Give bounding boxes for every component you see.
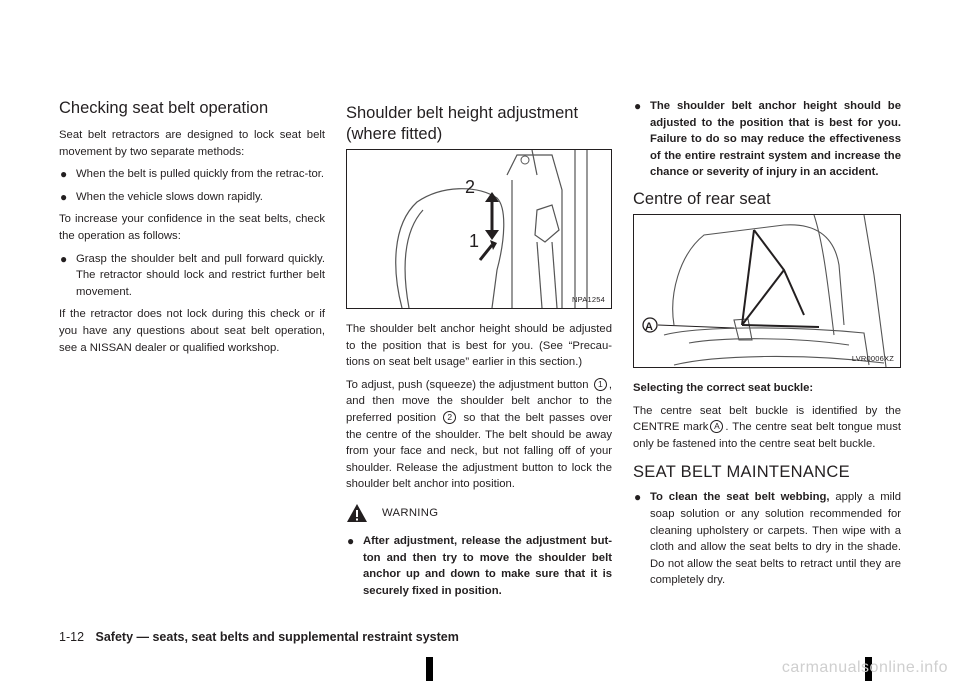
buckle-paragraph: The centre seat belt buckle is identified by the CENTRE mark A . The centre seat belt tongue must only be fastened into the centre seat belt buckle. (633, 404, 902, 450)
seat-belt-anchor-illustration (347, 150, 611, 308)
callout-a-marker: A (710, 420, 723, 433)
crop-mark (426, 657, 433, 681)
anchor-height-paragraph: The shoulder belt anchor height should be adjusted to the position that is best for you. (See “Precau-tions on seat belt usage” earlier in this section.) (346, 323, 612, 369)
figure-code: LVR0006XZ (851, 353, 894, 363)
section-heading-maintenance: SEAT BELT MAINTENANCE (633, 463, 850, 482)
column-checking-operation (59, 98, 325, 362)
bullet-icon: ● (60, 251, 68, 266)
section-heading-rear: Centre of rear seat (633, 189, 771, 208)
column-shoulder-belt (346, 103, 612, 605)
section-heading-shoulder: Shoulder belt height adjustment (where fitted) (346, 104, 579, 143)
callout-2: 2 (465, 177, 476, 197)
check-steps-list (59, 251, 325, 301)
bullet-icon: ● (347, 533, 355, 548)
rear-seat-figure (633, 214, 901, 368)
warning-icon (346, 503, 368, 523)
bullet-icon: ● (60, 189, 68, 204)
warning-list (346, 533, 612, 599)
adjust-paragraph: To adjust, push (squeeze) the adjustment button 1 , and then move the shoulder belt anchor to the preferred position 2 so that the belt passes over the centre of the shoulder. The belt should be away from your face and neck, but not falling off of your shoulder. Release the adjustment button to lock the shoulder belt anchor into position. (346, 378, 613, 491)
list-item: ● Grasp the shoulder belt and pull forward quickly. The retractor should lock and restrict further belt movement. (60, 251, 325, 298)
bullet-icon: ● (634, 490, 642, 505)
callout-1: 1 (469, 231, 480, 251)
method-list (59, 166, 325, 205)
intro-paragraph: Seat belt retractors are designed to lock seat belt movement by two separate methods: (59, 129, 325, 158)
dealer-paragraph: If the retractor does not lock during this check or if you have any questions about seat belt operation, see a NISSAN dealer or qualified workshop. (59, 308, 325, 354)
page-number: 1-12 (59, 630, 85, 644)
column-rear-seat (633, 98, 901, 595)
callout-2-marker: 2 (443, 411, 456, 424)
list-item: ● When the belt is pulled quickly from the retrac-tor. (60, 167, 325, 182)
maintenance-list (633, 489, 901, 589)
bullet-icon: ● (634, 99, 642, 113)
list-item: ● When the vehicle slows down rapidly. (60, 189, 263, 204)
bullet-icon: ● (60, 167, 68, 182)
page-footer (59, 630, 459, 644)
list-item: ● After adjustment, release the adjustment but-ton and then try to move the shoulder belt anchor up and down to make sure that it is securely fixed in position. (347, 533, 612, 597)
shoulder-belt-figure (346, 149, 612, 309)
chapter-title: Safety — seats, seat belts and supplemental restraint system (95, 630, 459, 644)
callout-1-marker: 1 (594, 378, 607, 391)
selecting-heading: Selecting the correct seat buckle: (633, 381, 814, 394)
warning-label: WARNING (382, 506, 439, 519)
caution-list (633, 98, 901, 181)
rear-seat-illustration (634, 215, 900, 367)
list-item: ● The shoulder belt anchor height should be adjusted to the position that is best for you. Failure to do so may reduce the effectiveness of the entire restraint system and increase the chance or severity of injury in an accident. (634, 99, 901, 179)
list-item: ● To clean the seat belt webbing, apply a mild soap solution or any solution recommended for cleaning upholstery or carpets. Then wipe with a cloth and allow the seat belts to dry in the shade. Do not allow the seat belts to retract until they are completely dry. (634, 490, 901, 587)
section-heading-checking: Checking seat belt operation (59, 99, 269, 117)
figure-code: NPA1254 (572, 295, 605, 304)
confidence-paragraph: To increase your confidence in the seat belts, check the operation as follows: (59, 213, 325, 242)
warning-header (346, 503, 612, 523)
callout-a: A (645, 320, 653, 333)
watermark: carmanualsonline.info (781, 659, 948, 676)
